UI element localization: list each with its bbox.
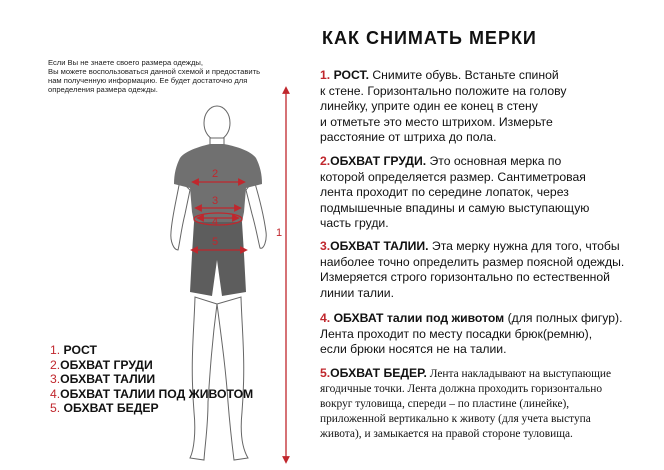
section-line: если брюки носятся не на талии. xyxy=(320,342,507,357)
section-heading: ОБХВАТ ТАЛИИ. xyxy=(330,239,429,253)
legend-label: ОБХВАТ ГРУДИ xyxy=(60,357,153,372)
section-line: наиболее точно определить размер поясной одежды. xyxy=(320,254,625,269)
section-heading: РОСТ. xyxy=(333,68,369,82)
section-line: линейку, уприте один ее конец в стену xyxy=(320,99,538,114)
section-line: Это основная мерка по xyxy=(426,154,562,168)
section-line: и отметьте это место штрихом. Измерьте xyxy=(320,114,553,129)
legend-number: 4. xyxy=(50,386,61,401)
section-number: 4. xyxy=(320,311,331,325)
section-number: 1. xyxy=(320,68,331,82)
legend-item xyxy=(50,401,253,416)
figure-label-5: 5 xyxy=(212,236,219,248)
section-line: Лента проходит по месту посадки брюк(ремню), xyxy=(320,326,593,341)
intro-line: Если Вы не знаете своего размера одежды, xyxy=(48,58,203,67)
figure-label-1: 1 xyxy=(276,227,283,239)
section-waist xyxy=(320,239,660,301)
section-line: лента проходит по середине лопаток, через xyxy=(320,185,569,200)
section-hips xyxy=(320,366,660,442)
legend-label: РОСТ xyxy=(60,343,97,357)
section-heading: ОБХВАТ талии под животом xyxy=(333,311,505,325)
intro-line: Вы можете воспользоваться данной схемой и предоставить xyxy=(48,67,261,76)
legend-label: ОБХВАТ ТАЛИИ ПОД ЖИВОТОМ xyxy=(60,386,254,401)
section-line: подмышечные впадины и самую выступающую xyxy=(320,200,590,215)
section-heading: ОБХВАТ ГРУДИ. xyxy=(330,154,427,168)
section-number: 3. xyxy=(320,239,331,253)
legend-number: 5. xyxy=(50,401,61,416)
section-line: приложенной вертикально к животу (для учета выступа xyxy=(320,413,591,425)
intro-line: определения размера одежды. xyxy=(48,85,158,94)
section-heading: ОБХВАТ БЕДЕР. xyxy=(330,366,427,380)
section-line: Измеряется строго горизонтально по естественной xyxy=(320,270,610,285)
section-line: (для полных фигур). xyxy=(504,311,623,325)
legend-item xyxy=(50,387,253,402)
section-line: линии талии. xyxy=(320,285,394,300)
legend-item xyxy=(50,343,253,358)
shorts-shape xyxy=(190,222,246,296)
legend-item xyxy=(50,372,253,387)
legend-item xyxy=(50,358,253,373)
section-chest xyxy=(320,154,660,232)
section-line: вокруг туловища, спереди – по пластине (линейке), xyxy=(320,398,570,410)
section-line: Лента накладывают на выступающие xyxy=(426,368,612,380)
legend-label: ОБХВАТ БЕДЕР xyxy=(60,401,159,416)
section-line: Эта мерку нужна для того, чтобы xyxy=(428,239,620,253)
section-line: часть груди. xyxy=(320,216,389,231)
legend-number: 1. xyxy=(50,343,61,357)
legend-label: ОБХВАТ ТАЛИИ xyxy=(60,372,156,387)
section-belly xyxy=(320,311,660,358)
figure-label-2: 2 xyxy=(212,168,219,180)
section-line: к стене. Горизонтально положите на голову xyxy=(320,83,567,98)
figure-label-3: 3 xyxy=(212,195,219,207)
section-line: живота), и замыкается на правой стороне туловища. xyxy=(320,428,573,440)
section-line: Снимите обувь. Встаньте спиной xyxy=(368,68,559,82)
page-title: КАК СНИМАТЬ МЕРКИ xyxy=(322,28,537,48)
legend-list xyxy=(50,343,253,416)
shirt-shape xyxy=(174,144,262,222)
legend-number: 2. xyxy=(50,357,61,372)
section-line: ягодичные точки. Лента должна проходить горизонтально xyxy=(320,383,603,395)
intro-line: нам полученную информацию. Ее будет достаточно для xyxy=(48,76,248,85)
section-line: расстояние от штриха до пола. xyxy=(320,130,497,145)
section-line: которой определяется размер. Сантиметровая xyxy=(320,169,586,184)
section-number: 5. xyxy=(320,366,331,380)
legend-number: 3. xyxy=(50,372,61,387)
figure-label-4: 4 xyxy=(212,216,219,228)
section-number: 2. xyxy=(320,154,331,168)
section-height xyxy=(320,68,660,146)
